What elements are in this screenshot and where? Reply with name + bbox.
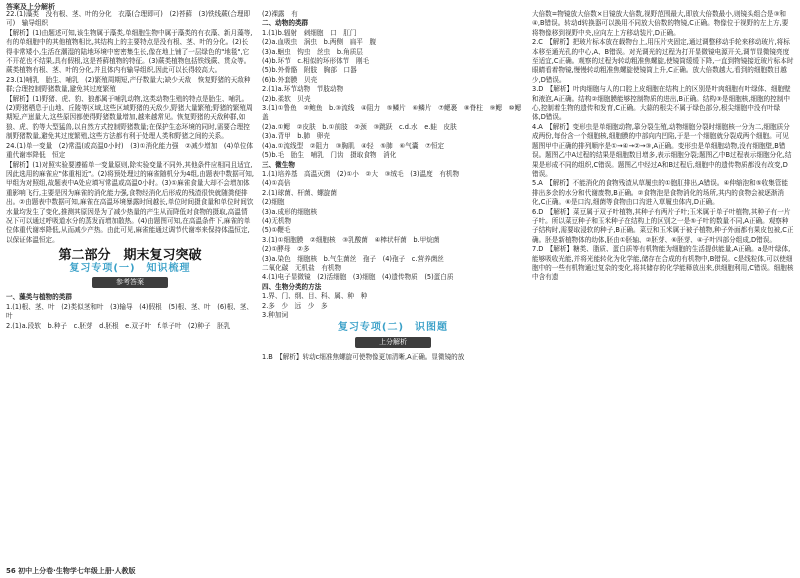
answer-item: 5.A 【解析】不能消化的食物残渣从草履虫的①胞肛排出,A错误。④伸缩泡和⑤收集管能排出多余的水分和代谢废物,B正确。②食物泡是食物消化的场所,其内的食物会被逐渐消化,C正确。⑥是口沟,细菌等食物由口沟进入草履虫体内,D正确。 — [532, 179, 789, 207]
answer-item: (3)a.成形的细胞核 — [262, 207, 318, 216]
answer-item: 3.(1)①鲁鱼 ②鲍鱼 b.③流线 ④阻力 ⑤鳞片 ⑥鳞片 ⑦鳃裹 ⑧脊柱 ⑨鳃 ⑩鳃盖 — [262, 104, 522, 122]
answer-item: (5)b.毛 胎生 哺乳 门齿 摄取食物 消化 — [262, 151, 397, 160]
reference-answer-banner: 参考答案 — [92, 277, 168, 288]
answer-item: 大倍数=物镜放大倍数×目镜放大倍数,视野范围最大,即放大倍数最小,则镜头组合是③和④,B错误。转动d转换器可以换用不同放大倍数的物镜,C正确。物像位于视野的左上方,要将物像移到视野中央,应向左上方移动装片,D正确。 — [532, 10, 789, 37]
answer-item: (5)①鞭毛 — [262, 226, 291, 235]
answer-item: 1.(1)培养基 高温灭菌 (2)①小 ②大 ③绒毛 (3)温度 有机物 — [262, 169, 460, 178]
answer-item: (2)a.血吸虫 涡虫 b.两侧 扁平 腹 — [262, 38, 377, 47]
answer-item: (3)a.背甲 b.肺 卵壳 — [262, 132, 330, 141]
page-footer: 56 初中上分卷·生物学七年级上册·人教版 — [6, 567, 136, 575]
answer-item: 2.多 少 远 少 多 — [262, 301, 328, 310]
column-left — [6, 10, 254, 331]
answer-item: 1.界、门、纲、目、科、属、种 种 — [262, 292, 368, 301]
answer-item: 3.D 【解析】叶肉细胞与人的口腔上皮细胞在结构上的区别是叶肉细胞有叶绿体、细胞壁和液泡,A正确。结构②细胞膜能够控制物质的进出,B正确。结构③是细胞核,细胞的控制中心,控制着生物的遗传和发育,C正确。大蒜的根尖不属于绿色部分,根尖细胞中没有叶绿体,D错误。 — [532, 85, 791, 122]
answer-item: (2)①酵母 ②多 — [262, 245, 310, 254]
column-right — [532, 10, 794, 283]
answer-item: (4)无机物 — [262, 216, 292, 225]
answer-item: (2)a.①鳃 ②皮肤 b.①前肢 ②颈 ③跳跃 c.d.水 e.蛙 皮肤 — [262, 122, 457, 131]
answer-item: 3.种加词 — [262, 311, 289, 319]
answer-item: 3.(1)①细胞膜 ②细胞核 ③乳酸菌 ④棒状杆菌 b.甲烷菌 — [262, 235, 440, 244]
answer-item: (5)b.外骨骼 附肢 胸部 口器 — [262, 66, 357, 75]
answer-item: 2.C 【解析】把玻片标本放在载物台上,用压片夹固定,通过调整移动手轮来移动玻片,将标本移至通光孔的中心,A、B错误。对光调光的过程为打开显微镜电源开关,调节显微镜亮度至适宜,C正确。观察的过程为转动粗准焦螺旋,使镜筒缓缓下降,一直到物镜接近玻片标本时眼睛看着物镜,慢慢转动粗准焦螺旋使镜筒上升,C正确。放大倍数越大,看到的细胞数目越少,D错误。 — [532, 38, 794, 84]
answer-item: 2.(1)球菌、杆菌、螺旋菌 — [262, 188, 337, 197]
answer-item: (2)裸露 有 — [262, 10, 298, 18]
answer-item: 1.B 【解析】转动c细准焦螺旋可使物像更加清晰,A正确。显微镜的放 — [262, 353, 465, 362]
section-heading: 一、藻类与植物的类群 — [6, 293, 72, 302]
page-header: 答案及上分解析 — [6, 3, 55, 11]
section-heading: 四、生物分类的方法 — [262, 282, 322, 291]
answer-item: (3)a.染色 细胞核 b.气生菌丝 孢子 (4)孢子 c.营养菌丝 — [262, 254, 444, 263]
answer-item: 【解析】(1)野猪、虎、豹、狼都属于哺乳动物,这类动物生殖的特点是胎生、哺乳。(2)野猪栖息于山地、丘陵等区域,这些区域野猪的天敌少,野猪大量繁殖;野猪的繁殖周期短,产崽量大,这些原因都使得野猪数量增加,越来越常见。恢复野猪的天敌种群,如狼、虎、豹等大型猛兽,以自然方式控制野猪数量;在保护生态环境的同时,需要合理控制野猪数量,避免其过度繁殖,这些方法都有利于处理人类和野猪之间的关系。 — [6, 94, 253, 141]
answer-item: 2.(1)a.环节动物 节肢动物 — [262, 85, 344, 94]
section-heading: 三、微生物 — [262, 160, 295, 169]
answer-item: 【解析】(1)对照实验要遵循单一变量原则,除实验变量不同外,其他条件应相同且适宜,因此选用的麻雀应"体重相近"。(2)将预处理过的麻雀随机分为4组,由题表中数据可知,甲组为对照组,故题表中A处应填写常温或高温0小时。(3)①麻雀食量大却不会增加体重影响飞行,主要是因为麻雀的消化能力强,食物经消化后形成的残渣很快就随粪便排出。②由题表中数据可知,麻雀在高温环境暴露时间越长,单位时间摄食量和单位时间饮水量均发生了变化,推测其原因是为了减少热量的产生从而降低对食物的摄取,高温情况下可以通过呼吸道水分的蒸发而增加散热。(4)由题图可知,在高温条件下,麻雀的单位体重代谢率降低,从而减少产热。由此可见,麻雀能通过调节代谢率来保持体温恒定,以保证体温恒定。 — [6, 160, 254, 244]
answer-item: 22.(1)藻类 没有根、茎、叶的分化 衣藻(合理即可) (2)苔藓 (3)铁线蕨(合理即可) 输导组织 — [6, 10, 251, 28]
answer-item: 2.(1)a.段软 b.种子 c.胚芽 d.胚根 e.双子叶 f.单子叶 (2)种子 胚乳 — [6, 321, 231, 330]
part-subtitle: 复习专项(二) 识图题 — [337, 322, 449, 334]
answer-item: (4)①高倍 — [262, 179, 291, 188]
part-title: 第二部分 期末复习突破 — [58, 248, 202, 264]
answer-item: 23.(1)哺乳 胎生、哺乳 (2)繁殖周期短,产仔数量大;缺少天敌 恢复野猪的天敌种群;合理控制野猪数量,避免其过度繁殖 — [6, 75, 251, 94]
answer-item: (4)a.①流线型 ②阻力 ③胸肌 ④轻 ⑤肺 ⑥气囊 ⑦恒定 — [262, 141, 445, 150]
answer-item: 24.(1)单一变量 (2)常温(或高温0小时) (3)①消化能力强 ②减少增加 (4)单位体重代谢率降低 恒定 — [6, 141, 254, 160]
answer-item: (6)b.外套膜 贝壳 — [262, 75, 318, 84]
analysis-banner: 上分解析 — [355, 337, 431, 348]
part-subtitle: 复习专项(一) 知识梳理 — [69, 262, 191, 274]
column-middle — [262, 10, 524, 363]
answer-item: 二氧化碳 无机盐 有机物 — [262, 263, 342, 272]
answer-item: (3)a.蛔虫 钩虫 丝虫 b.角质层 — [262, 47, 363, 56]
answer-item: 1.(1)b.辐射 刺细胞 口 肛门 — [262, 28, 357, 37]
answer-item: (2)细胞 — [262, 198, 285, 207]
section-heading: 二、动物的类群 — [262, 19, 309, 28]
answer-item: 4.A 【解析】变形虫是单细胞动物,靠分裂生殖,动物细胞分裂时细胞核一分为二,细胞质分成两份,每份含一个细胞核,细胞膜的中部向内凹陷,于是一个细胞就分裂成两个细胞。可见题图甲中正确的排列顺序是①→④→②→③,A正确。变形虫是单细胞动物,没有细胞壁,B错误。题图乙中A过程的结果是细胞数目增多,表示细胞分裂;题图乙中B过程表示细胞分化,结果是形成不同的组织,C错误。题图乙中经过A和B过程后,细胞中的遗传物质都没有改变,D错误。 — [532, 122, 792, 178]
answer-item: 4.(1)电子显微镜 (2)活细胞 (3)细胞 (4)遗传物质 (5)蛋白质 — [262, 273, 454, 282]
answer-item: 7.D 【解析】糖类、脂质、蛋白质等有机物能为细胞的生活提供能量,A正确。a是叶绿体,能够吸收光能,并将光能转化为化学能,储存在合成的有机物中,B错误。c是线粒体,可以使细胞中的一些有机物通过复杂的变化,将其储存的化学能释放出来,供细胞利用,C错误。细胞核中含有遗 — [532, 245, 794, 282]
answer-item: (4)b.环节 c.相似的环形体节 刚毛 — [262, 57, 370, 66]
answer-item: (2)b.柔软 贝壳 — [262, 94, 311, 103]
answer-item: 【解析】(1)由题述可知,该生物属于藻类,单细胞生物中属于藻类的有衣藻、新月藻等,有的单细胞中的其他植物相比,其结构上的主要特点是没有根、茎、叶的分化。(2)长得非常矮小,生活在潮湿的陆地环境中密密集生长,像在地上铺了一层绿色的"地毯",它不开花也不结果,具有假根,这是苔藓植物的特征。(3)蕨类植物包括铁线蕨、贯众等。蕨类植物有根、茎、叶的分化,并且体内有输导组织,因此可以长得较高大。 — [6, 28, 253, 75]
answer-item: 6.D 【解析】菜豆属于双子叶植物,其种子有两片子叶;玉米属于单子叶植物,其种子有一片子叶。所以菜豆种子和玉米种子在结构上的区别之一是⑤子叶的数量不同,A正确。观察种子结构时,需要取浸软的种子,B正确。菜豆和玉米属于被子植物,种子外面都有果皮包被,C正确。胚是新植物体的幼体,胚由①胚轴、②胚芽、⑥胚芽、④子叶四部分组成,D错误。 — [532, 207, 794, 244]
answer-item: 1.(1)根、茎、叶 (2)类似茎和叶 (3)输导 (4)假根 (5)根、茎、叶 (6)根、茎、叶 — [6, 302, 253, 321]
